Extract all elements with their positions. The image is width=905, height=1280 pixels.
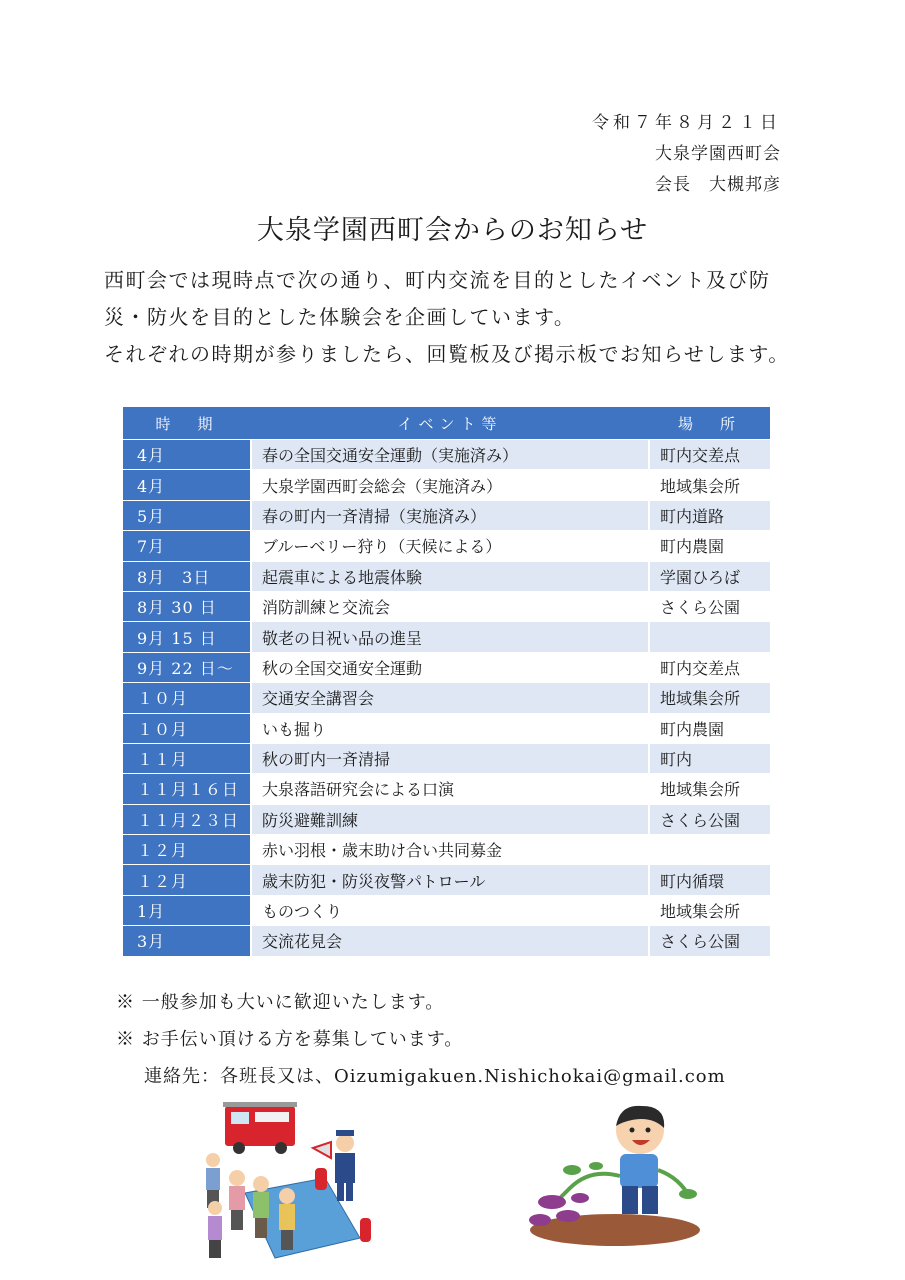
intro-paragraph	[104, 262, 804, 373]
header-place: 場 所	[649, 407, 770, 440]
period-cell: １１月	[123, 743, 251, 773]
event-cell: いも掘り	[251, 713, 649, 743]
table-row	[123, 895, 770, 925]
contact-info: 連絡先：各班長又は、Oizumigakuen.Nishichokai@gmail.com	[144, 1066, 726, 1087]
note-general-welcome: ※ 一般参加も大いに歓迎いたします。	[116, 992, 445, 1013]
event-cell: 歳末防犯・防災夜警パトロール	[251, 865, 649, 895]
event-cell: 大泉学園西町会総会（実施済み）	[251, 470, 649, 500]
header-period: 時 期	[123, 407, 251, 440]
place-cell: 町内交差点	[649, 440, 770, 470]
event-cell: ものつくり	[251, 895, 649, 925]
notes-section	[116, 984, 726, 1095]
intro-line: それぞれの時期が参りましたら、回覧板及び掲示板でお知らせします。	[104, 342, 790, 366]
table-row	[123, 683, 770, 713]
event-cell: 大泉落語研究会による口演	[251, 774, 649, 804]
place-cell: 町内交差点	[649, 652, 770, 682]
table-row	[123, 713, 770, 743]
potato-digging-boy-illustration	[520, 1098, 700, 1248]
period-cell: １０月	[123, 683, 251, 713]
place-cell: 町内道路	[649, 500, 770, 530]
event-cell: 交流花見会	[251, 926, 649, 956]
table-row	[123, 440, 770, 470]
fire-truck-icon	[223, 1102, 297, 1154]
event-cell: 赤い羽根・歳末助け合い共同募金	[251, 835, 649, 865]
table-row	[123, 835, 770, 865]
period-cell: １２月	[123, 835, 251, 865]
table-row	[123, 774, 770, 804]
place-cell: 地域集会所	[649, 774, 770, 804]
period-cell: 5月	[123, 500, 251, 530]
event-cell: 秋の町内一斉清掃	[251, 743, 649, 773]
table-row	[123, 926, 770, 956]
period-cell: １０月	[123, 713, 251, 743]
place-cell	[649, 835, 770, 865]
period-cell: １２月	[123, 865, 251, 895]
table-row	[123, 531, 770, 561]
fire-drill-illustration	[195, 1098, 385, 1263]
period-cell: １１月１６日	[123, 774, 251, 804]
period-cell: 7月	[123, 531, 251, 561]
event-cell: 交通安全講習会	[251, 683, 649, 713]
place-cell: 地域集会所	[649, 683, 770, 713]
place-cell: 学園ひろば	[649, 561, 770, 591]
table-row	[123, 804, 770, 834]
table-row	[123, 470, 770, 500]
organization-name: 大泉学園西町会	[655, 144, 781, 164]
place-cell: 町内農園	[649, 531, 770, 561]
table-row	[123, 622, 770, 652]
document-header	[592, 108, 781, 201]
period-cell: 9月 15 日	[123, 622, 251, 652]
table-header-row	[123, 407, 770, 440]
period-cell: 1月	[123, 895, 251, 925]
period-cell: 9月 22 日～	[123, 652, 251, 682]
place-cell	[649, 622, 770, 652]
place-cell: 町内循環	[649, 865, 770, 895]
intro-line: 西町会では現時点で次の通り、町内交流を目的としたイベント及び防	[104, 268, 771, 292]
event-cell: 敬老の日祝い品の進呈	[251, 622, 649, 652]
place-cell: さくら公園	[649, 804, 770, 834]
place-cell: 町内農園	[649, 713, 770, 743]
chair-name: 会長 大槻邦彦	[655, 175, 781, 195]
period-cell: １１月２３日	[123, 804, 251, 834]
period-cell: 4月	[123, 470, 251, 500]
event-cell: 消防訓練と交流会	[251, 591, 649, 621]
place-cell: さくら公園	[649, 591, 770, 621]
place-cell: 町内	[649, 743, 770, 773]
table-row	[123, 865, 770, 895]
soil-icon	[530, 1214, 700, 1246]
table-row	[123, 561, 770, 591]
table-row	[123, 743, 770, 773]
header-event: イベント等	[251, 407, 649, 440]
event-cell: 春の全国交通安全運動（実施済み）	[251, 440, 649, 470]
events-table	[123, 407, 770, 956]
table-row	[123, 500, 770, 530]
period-cell: 8月 3日	[123, 561, 251, 591]
table-row	[123, 652, 770, 682]
period-cell: 4月	[123, 440, 251, 470]
period-cell: 8月 30 日	[123, 591, 251, 621]
boy-icon	[616, 1106, 664, 1214]
place-cell: 地域集会所	[649, 895, 770, 925]
place-cell: さくら公園	[649, 926, 770, 956]
event-cell: 春の町内一斉清掃（実施済み）	[251, 500, 649, 530]
issue-date: 令和７年８月２１日	[592, 113, 781, 133]
place-cell: 地域集会所	[649, 470, 770, 500]
event-cell: ブルーベリー狩り（天候による）	[251, 531, 649, 561]
period-cell: 3月	[123, 926, 251, 956]
event-cell: 起震車による地震体験	[251, 561, 649, 591]
event-cell: 防災避難訓練	[251, 804, 649, 834]
document-title: 大泉学園西町会からのお知らせ	[256, 215, 649, 246]
table-row	[123, 591, 770, 621]
intro-line: 災・防火を目的とした体験会を企画しています。	[104, 305, 576, 329]
note-volunteers: ※ お手伝い頂ける方を募集しています。	[116, 1029, 464, 1050]
events-table-body	[123, 440, 770, 956]
event-cell: 秋の全国交通安全運動	[251, 652, 649, 682]
